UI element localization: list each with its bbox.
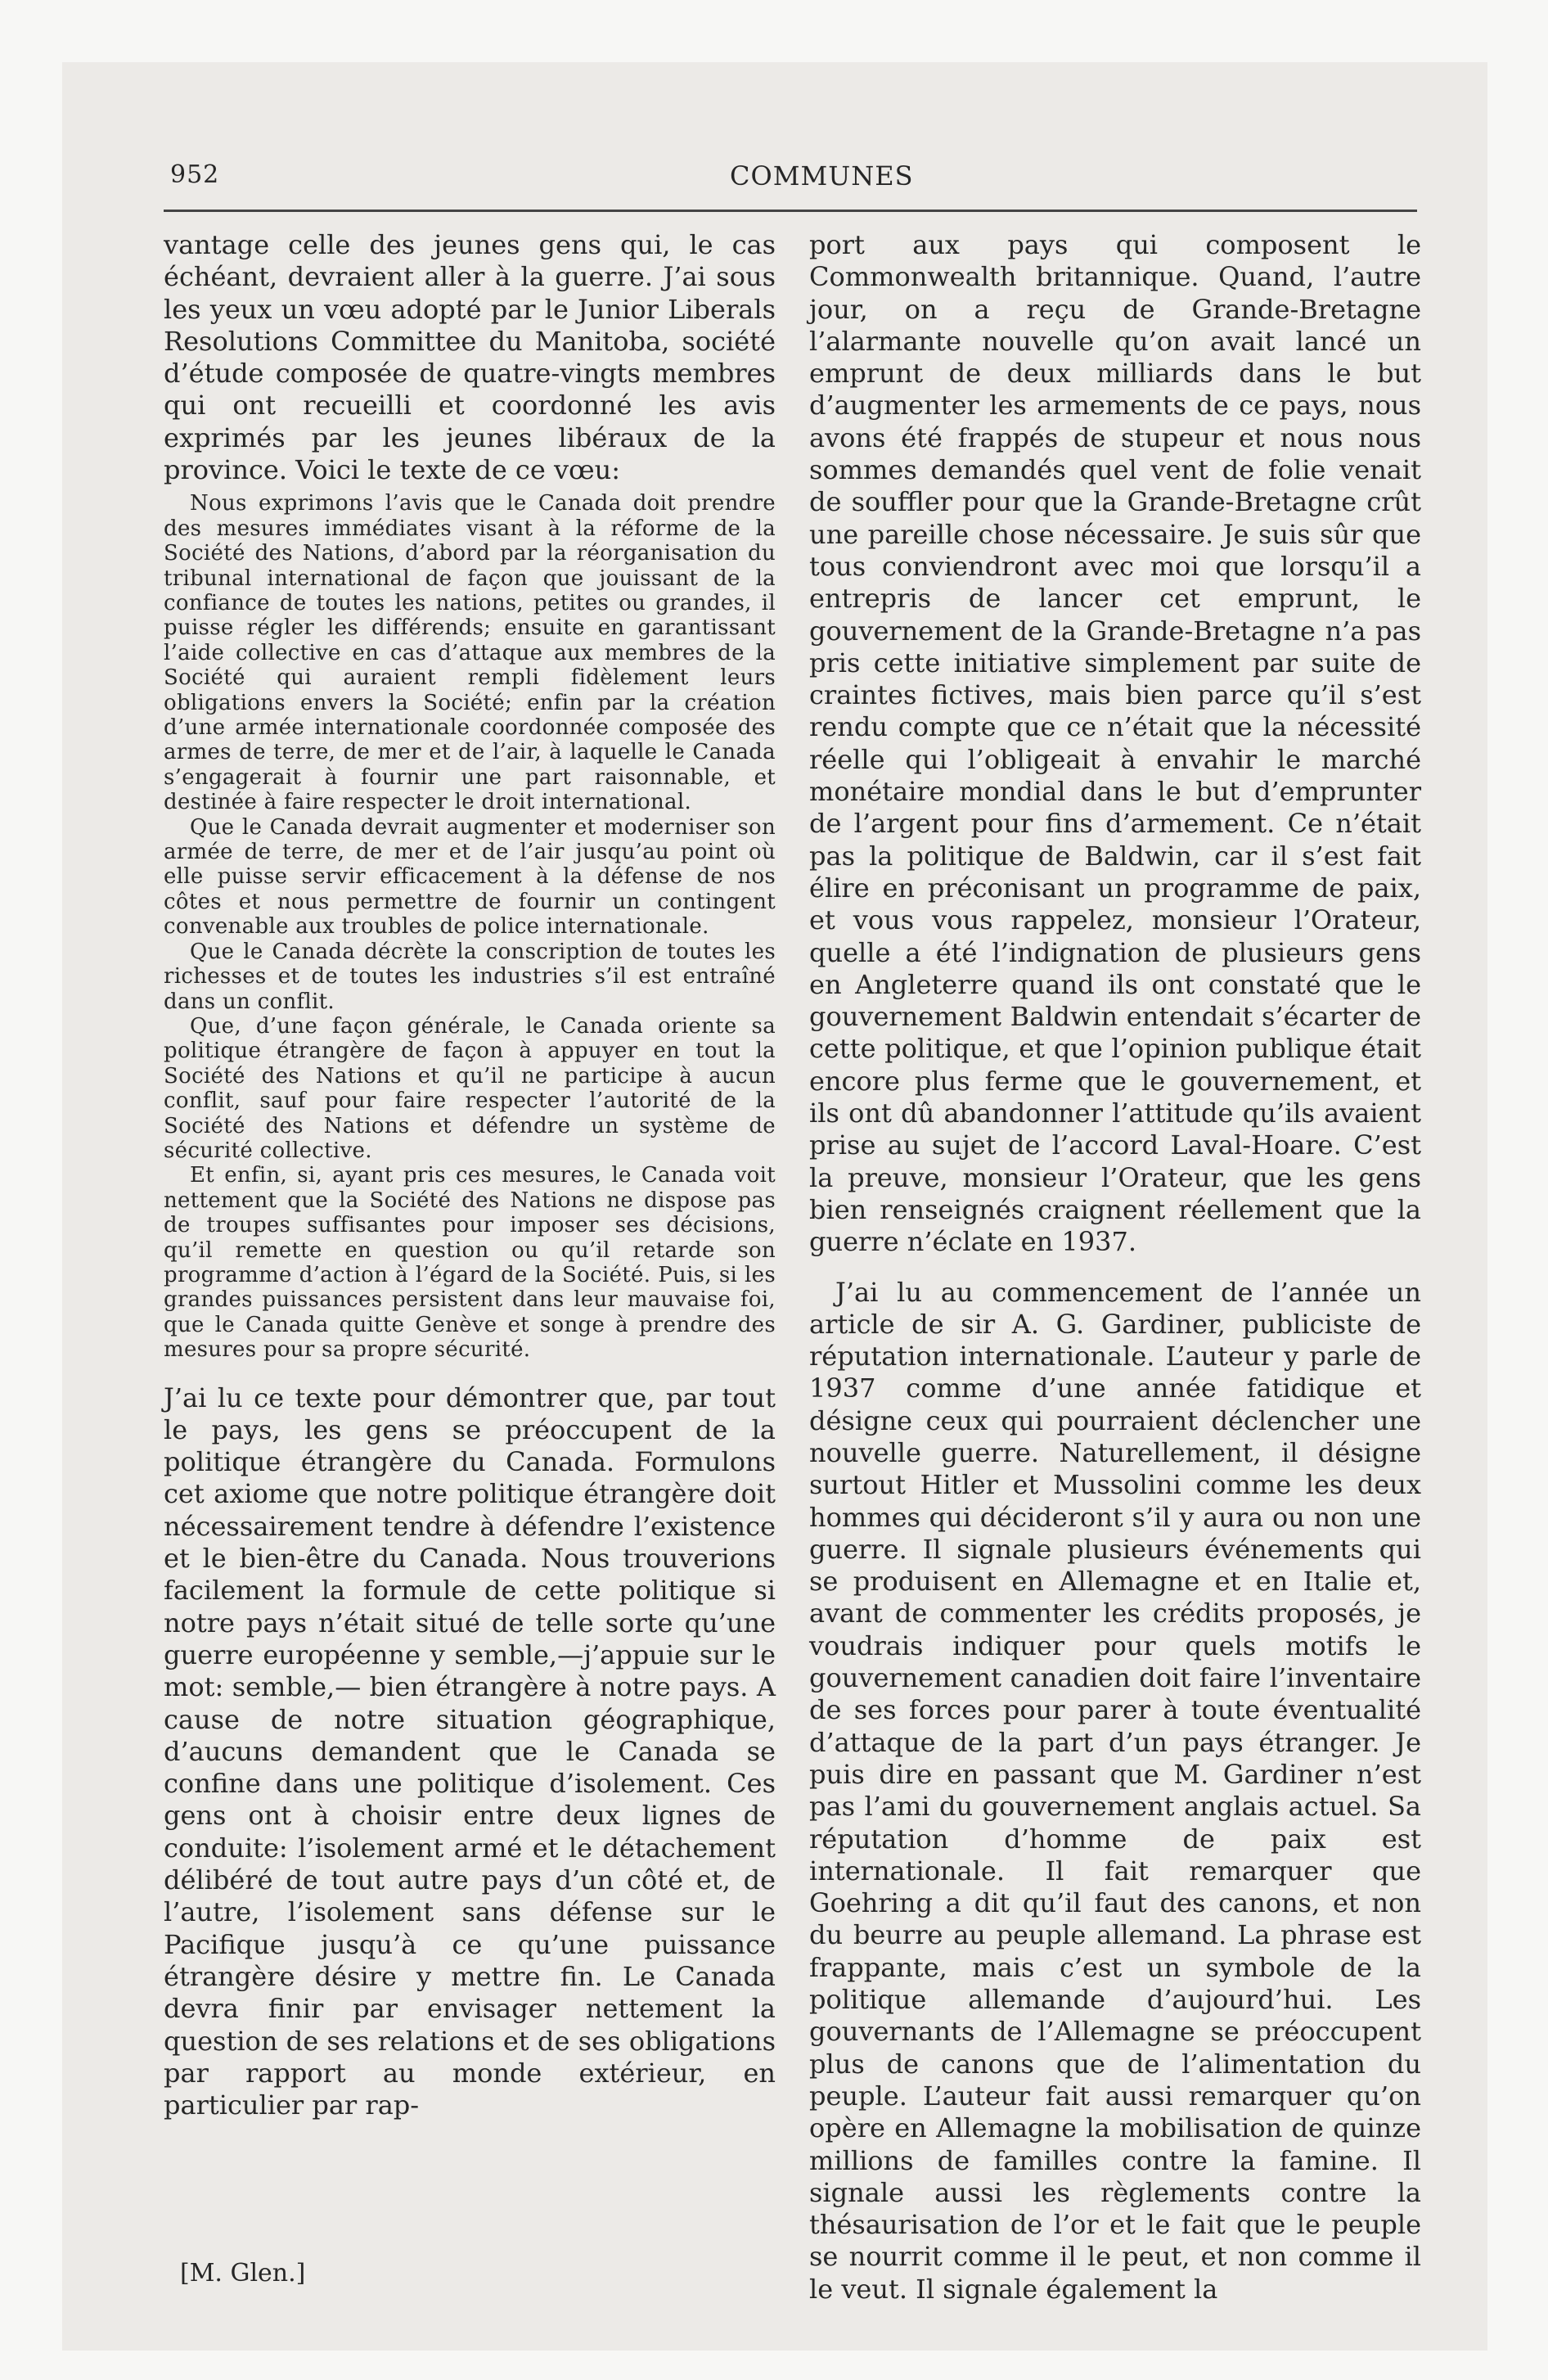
- quote-paragraph-2: Que le Canada devrait augmenter et moderniser son armée de terre, de mer et de l’air jusqu’au point où elle puisse servir efficacement à la défense de nos côtes et nous permettre de fournir un contingent convenable aux troubles de police internationale.: [164, 814, 776, 940]
- intro-paragraph: vantage celle des jeunes gens qui, le cas échéant, devraient aller à la guerre. J’ai sous les yeux un vœu adopté par le Junior Liberals Resolutions Committee du Manitoba, société d’étude composée de quatre-vingts membres qui ont recueilli et coordonné les avis exprimés par les jeunes libéraux de la province. Voici le texte de ce vœu:: [164, 229, 776, 486]
- body-paragraph: J’ai lu ce texte pour démontrer que, par tout le pays, les gens se préoccupent de la politique étrangère du Canada. Formulons cet axiome que notre politique étrangère doit nécessairement tendre à défendre l’existence et le bien-être du Canada. Nous trouverions facilement la formule de cette politique si notre pays n’était situé de telle sorte qu’une guerre européenne y semble,—j’appuie sur le mot: semble,— bien étrangère à notre pays. A cause de notre situation géographique, d’aucuns demandent que le Canada se confine dans une politique d’isolement. Ces gens ont à choisir entre deux lignes de conduite: l’isolement armé et le détachement délibéré de tout autre pays d’un côté et, de l’autre, l’isolement sans défense sur le Pacifique jusqu’à ce qu’une puissance étrangère désire y mettre fin. Le Canada devra finir par envisager nettement la question de ses relations et de ses obligations par rapport au monde extérieur, en particulier par rap-: [164, 1382, 776, 2121]
- header-rule: [164, 210, 1417, 212]
- right-column: [809, 229, 1421, 2306]
- quote-paragraph-4: Que, d’une façon générale, le Canada oriente sa politique étrangère de façon à appuyer en tout la Société des Nations et qu’il ne participe à aucun conflit, sauf pour faire respecter l’autorité de la Société des Nations et défendre un système de sécurité collective.: [164, 1013, 776, 1163]
- page-header: [108, 160, 1417, 200]
- quote-paragraph-1: Nous exprimons l’avis que le Canada doit prendre des mesures immédiates visant à la réforme de la Société des Nations, d’abord par la réorganisation du tribunal international de façon que jouissant de la confiance de toutes les nations, petites ou grandes, il puisse régler les différends; ensuite en garantissant l’aide collective en cas d’attaque aux membres de la Société qui auraient rempli fidèlement leurs obligations envers la Société; enfin par la création d’une armée internationale coordonnée composée des armes de terre, de mer et de l’air, à laquelle le Canada s’engagerait à fournir une part raisonnable, et destinée à faire respecter le droit international.: [164, 491, 776, 815]
- quoted-resolution: [164, 491, 776, 1362]
- left-column: [164, 229, 776, 2121]
- page-number: 952: [170, 160, 220, 189]
- right-paragraph-2: J’ai lu au commencement de l’année un article de sir A. G. Gardiner, publiciste de réputation internationale. L’auteur y parle de 1937 comme d’une année fatidique et désigne ceux qui pourraient déclencher une nouvelle guerre. Naturellement, il désigne surtout Hitler et Mussolini comme les deux hommes qui décideront s’il y aura ou non une guerre. Il signale plusieurs événements qui se produisent en Allemagne et en Italie et, avant de commenter les crédits proposés, je voudrais indiquer pour quels motifs le gouvernement canadien doit faire l’inventaire de ses forces pour parer à toute éventualité d’attaque de la part d’un pays étranger. Je puis dire en passant que M. Gardiner n’est pas l’ami du gouvernement anglais actuel. Sa réputation d’homme de paix est internationale. Il fait remarquer que Goehring a dit qu’il faut des canons, et non du beurre au peuple allemand. La phrase est frappante, mais c’est un symbole de la politique allemande d’aujourd’hui. Les gouvernants de l’Allemagne se préoccupent plus de canons que de l’alimentation du peuple. L’auteur fait aussi remarquer qu’on opère en Allemagne la mobilisation de quinze millions de familles contre la famine. Il signale aussi les règlements contre la thésaurisation de l’or et le fait que le peuple se nourrit comme il le peut, et non comme il le veut. Il signale également la: [809, 1276, 1421, 2305]
- running-head: COMMUNES: [730, 160, 914, 192]
- quote-paragraph-3: Que le Canada décrète la conscription de toutes les richesses et de toutes les industries s’il est entraîné dans un conflit.: [164, 939, 776, 1014]
- quote-paragraph-5: Et enfin, si, ayant pris ces mesures, le Canada voit nettement que la Société des Nations ne dispose pas de troupes suffisantes pour imposer ses décisions, qu’il remette en question ou qu’il retarde son programme d’action à l’égard de la Société. Puis, si les grandes puissances persistent dans leur mauvaise foi, que le Canada quitte Genève et songe à prendre des mesures pour sa propre sécurité.: [164, 1163, 776, 1363]
- speaker-tag: [M. Glen.]: [180, 2259, 306, 2288]
- right-paragraph-1: port aux pays qui composent le Commonwealth britannique. Quand, l’autre jour, on a reçu de Grande-Bretagne l’alarmante nouvelle qu’on avait lancé un emprunt de deux milliards dans le but d’augmenter les armements de ce pays, nous avons été frappés de stupeur et nous nous sommes demandés quel vent de folie venait de souffler pour que la Grande-Bretagne crût une pareille chose nécessaire. Je suis sûr que tous conviendront avec moi que lorsqu’il a entrepris de lancer cet emprunt, le gouvernement de la Grande-Bretagne n’a pas pris cette initiative simplement par suite de craintes fictives, mais bien parce qu’il s’est rendu compte que ce n’était que la nécessité réelle qui l’obligeait à envahir le marché monétaire mondial dans le but d’emprunter de l’argent pour fins d’armement. Ce n’était pas la politique de Baldwin, car il s’est fait élire en préconisant un programme de paix, et vous vous rappelez, monsieur l’Orateur, quelle a été l’indignation de plusieurs gens en Angleterre quand ils ont constaté que le gouvernement Baldwin entendait s’écarter de cette politique, et que l’opinion publique était encore plus ferme que le gouvernement, et ils ont dû abandonner l’attitude qu’ils avaient prise au sujet de l’accord Laval-Hoare. C’est la preuve, monsieur l’Orateur, que les gens bien renseignés craignent réellement que la guerre n’éclate en 1937.: [809, 229, 1421, 1258]
